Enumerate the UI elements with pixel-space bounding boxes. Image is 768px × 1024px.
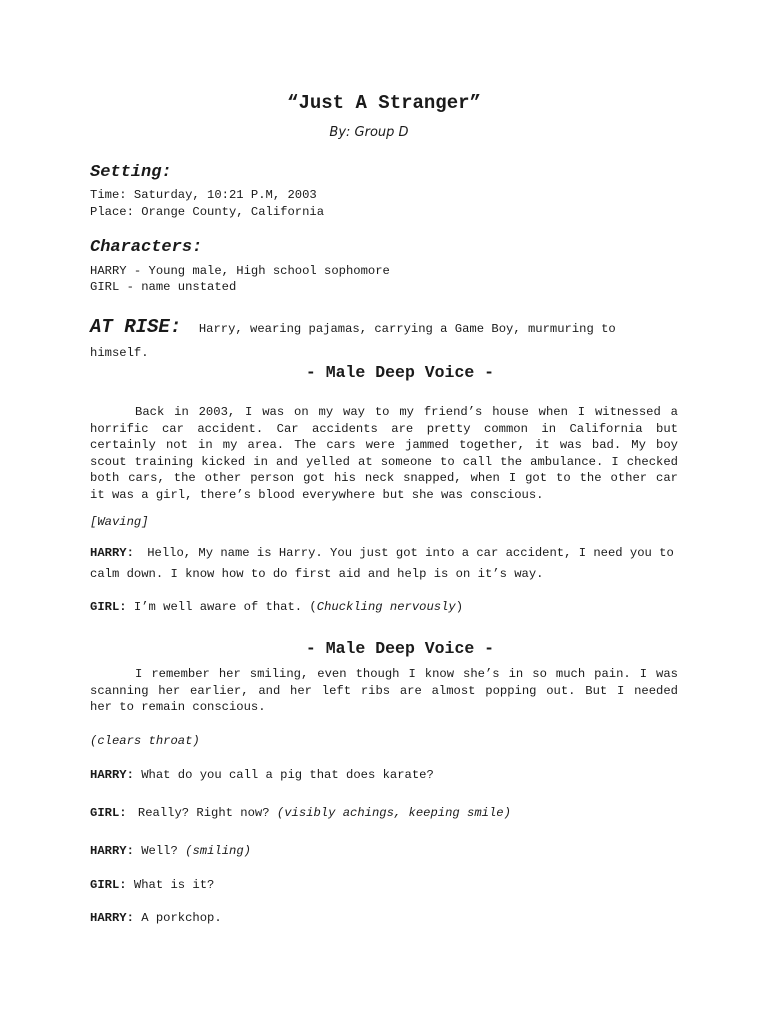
dialogue-text: What do you call a pig that does karate? xyxy=(141,768,434,782)
dialogue-line xyxy=(90,546,674,560)
stage-direction: [Waving] xyxy=(90,515,149,529)
setting-place: Place: Orange County, California xyxy=(90,205,325,219)
dialogue-text: I’m well aware of that. ( xyxy=(133,600,317,614)
dialogue-text: A porkchop. xyxy=(141,911,222,925)
speaker-name: HARRY: xyxy=(90,911,134,925)
script-byline: By: Group D xyxy=(329,125,409,140)
dialogue-text: Hello, My name is Harry. You just got into a car accident, I need you to xyxy=(147,546,674,560)
paragraph-line: horrific car accident. Car accidents are pretty common in California but xyxy=(90,421,678,436)
paragraph-line: scout training kicked in and yelled at someone to call the ambulance. I checked xyxy=(90,454,678,469)
paragraph-line: both cars, the other person got his neck snapped, when I got to the other car xyxy=(90,471,678,485)
paragraph-line: scanning her earlier, and her left ribs are almost popping out. But I needed xyxy=(90,683,678,698)
speaker-name: HARRY: xyxy=(90,546,134,560)
dialogue-line xyxy=(90,878,214,892)
stage-direction: Chuckling nervously xyxy=(316,600,456,614)
paragraph-line: Back in 2003, I was on my way to my friend’s house when I witnessed a xyxy=(135,405,678,419)
dialogue-line xyxy=(90,844,251,858)
dialogue-text: What is it? xyxy=(133,878,215,892)
dialogue-line xyxy=(90,768,434,782)
dialogue-text-close: ) xyxy=(455,600,464,614)
dialogue-text: Well? xyxy=(141,844,178,858)
dialogue-line xyxy=(90,911,222,925)
speaker-name: GIRL: xyxy=(90,600,127,614)
speaker-name: GIRL: xyxy=(90,878,127,892)
characters-heading: Characters: xyxy=(90,238,203,257)
character-girl: GIRL - name unstated xyxy=(90,280,237,294)
speaker-name: HARRY: xyxy=(90,768,134,782)
paragraph-line: it was a girl, there’s blood everywhere but she was conscious. xyxy=(90,487,544,502)
dialogue-line xyxy=(90,600,463,614)
at-rise-text-continued: himself. xyxy=(90,346,149,360)
stage-direction: (visibly achings, keeping smile) xyxy=(276,806,511,820)
dialogue-text-continued: calm down. I know how to do first aid and help is on it’s way. xyxy=(90,567,544,581)
at-rise-label: AT RISE: xyxy=(90,316,182,338)
paragraph-line: certainly not in my area. The cars were jammed together, it was bad. My boy xyxy=(90,438,678,452)
voice-heading: - Male Deep Voice - xyxy=(305,363,495,382)
speaker-name: GIRL: xyxy=(90,806,127,820)
setting-heading: Setting: xyxy=(90,163,172,182)
script-title: “Just A Stranger” xyxy=(287,92,481,114)
dialogue-text: Really? Right now? xyxy=(137,806,270,820)
paragraph-line: her to remain conscious. xyxy=(90,700,266,714)
paragraph-line: I remember her smiling, even though I know she’s in so much pain. I was xyxy=(135,667,678,681)
stage-direction: (clears throat) xyxy=(90,734,200,748)
voice-heading: - Male Deep Voice - xyxy=(305,639,495,658)
at-rise-text: Harry, wearing pajamas, carrying a Game Boy, murmuring to xyxy=(198,322,616,336)
dialogue-line xyxy=(90,806,511,820)
setting-time: Time: Saturday, 10:21 P.M, 2003 xyxy=(90,188,317,202)
voice-paragraph xyxy=(90,666,678,716)
voice-paragraph xyxy=(90,404,678,503)
character-harry: HARRY - Young male, High school sophomore xyxy=(90,264,390,278)
stage-direction: (smiling) xyxy=(185,844,251,858)
at-rise-line xyxy=(90,316,616,338)
speaker-name: HARRY: xyxy=(90,844,134,858)
